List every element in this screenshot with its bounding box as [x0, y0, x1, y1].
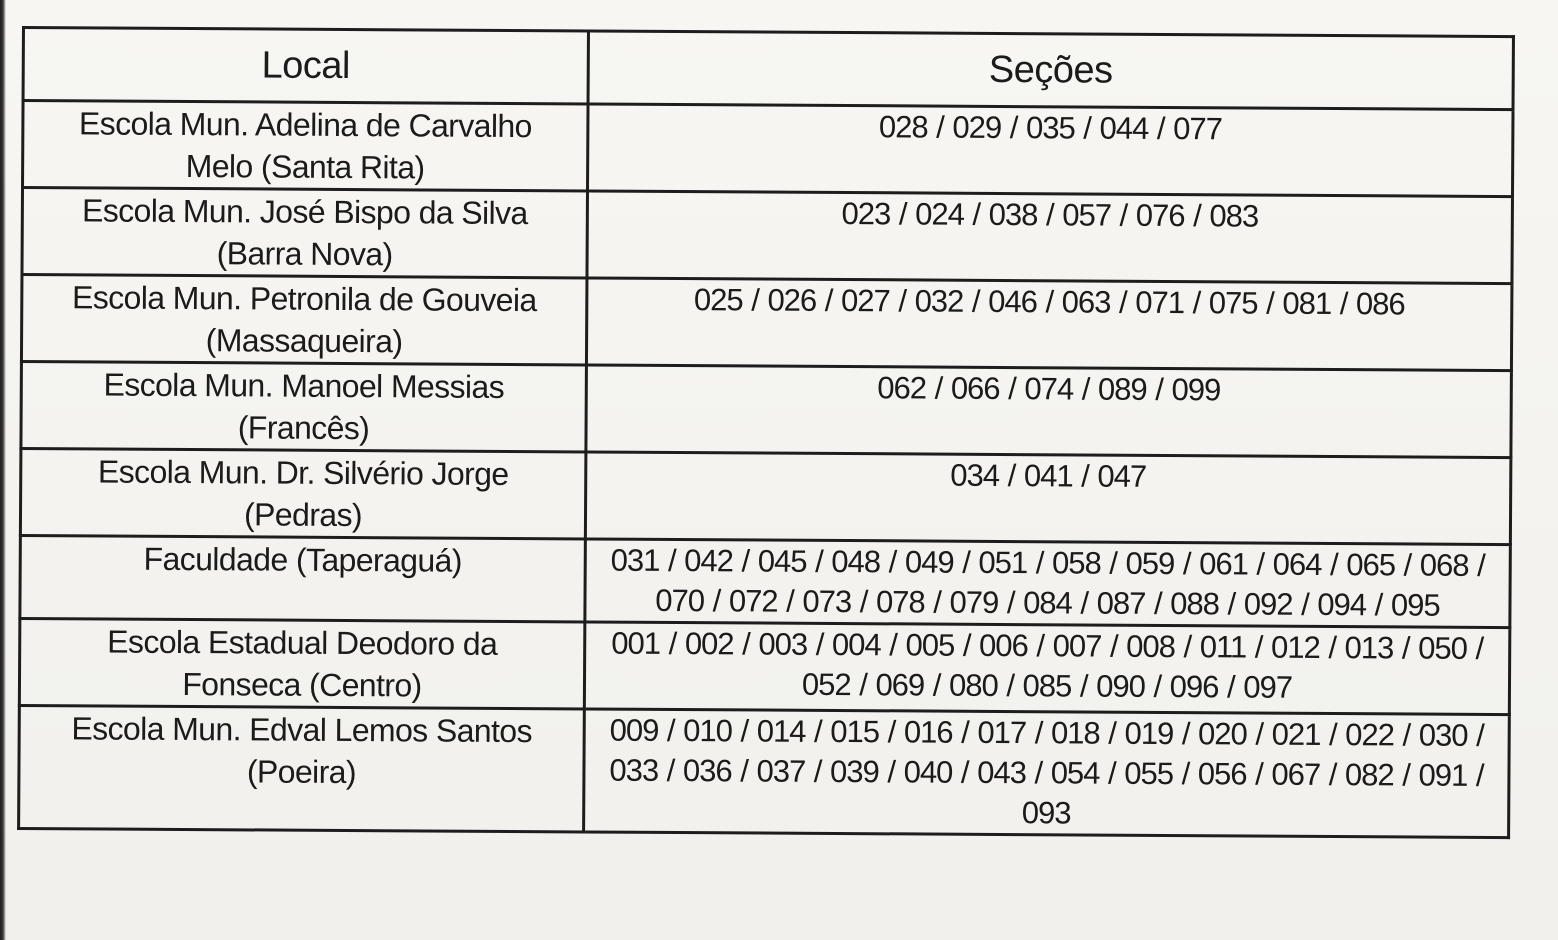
- secoes-cell: 028 / 029 / 035 / 044 / 077: [588, 104, 1514, 197]
- secoes-cell: 023 / 024 / 038 / 057 / 076 / 083: [587, 191, 1513, 284]
- secoes-cell: 034 / 041 / 047: [585, 452, 1511, 545]
- header-local: Local: [23, 28, 588, 104]
- local-name: Escola Mun. Petronila de Gouveia: [71, 279, 537, 319]
- local-name: Escola Estadual Deodoro da: [107, 623, 498, 662]
- local-district: (Pedras): [243, 496, 363, 534]
- table-header-row: [23, 28, 1513, 110]
- local-district: (Francês): [237, 409, 370, 447]
- local-cell: [22, 188, 588, 278]
- local-name: Escola Mun. José Bispo da Silva: [81, 192, 528, 232]
- table-row: [21, 275, 1512, 371]
- local-cell: [19, 618, 585, 708]
- secoes-cell: 062 / 066 / 074 / 089 / 099: [586, 365, 1512, 458]
- local-name: Escola Mun. Edval Lemos Santos: [71, 710, 533, 750]
- local-district: Melo (Santa Rita): [185, 148, 425, 186]
- local-cell: [19, 705, 585, 831]
- page-edge-shadow: [0, 0, 6, 940]
- table-row: [19, 705, 1510, 837]
- table-row: [22, 188, 1513, 284]
- local-name: Escola Mun. Adelina de Carvalho: [78, 105, 532, 145]
- local-district: (Poeira): [246, 753, 357, 791]
- local-district: Fonseca (Centro): [182, 665, 422, 704]
- local-cell: [20, 535, 585, 621]
- secoes-cell: 001 / 002 / 003 / 004 / 005 / 006 / 007 / 008 / 011 / 012 / 013 / 050 / 052 / 069 / 080 / 085 / 090 / 096 / 097: [584, 622, 1510, 715]
- table-row: [20, 449, 1511, 545]
- local-district: (Massaqueira): [205, 322, 403, 360]
- table-row: [21, 362, 1512, 458]
- local-name: Faculdade (Taperaguá): [143, 540, 462, 579]
- table-row: [19, 618, 1510, 714]
- local-cell: [20, 449, 586, 539]
- local-name: Escola Mun. Manoel Messias: [103, 366, 505, 405]
- secoes-cell: 025 / 026 / 027 / 032 / 046 / 063 / 071 / 075 / 081 / 086: [586, 278, 1512, 371]
- secoes-cell: 031 / 042 / 045 / 048 / 049 / 051 / 058 / 059 / 061 / 064 / 065 / 068 / 070 / 072 / 073 / 078 / 079 / 084 / 087 / 088 / 092 / 094 / 095: [585, 539, 1510, 628]
- local-cell: [23, 101, 589, 191]
- local-name: Escola Mun. Dr. Silvério Jorge: [97, 453, 509, 492]
- local-cell: [21, 275, 587, 365]
- header-secoes: Seções: [588, 31, 1513, 110]
- polling-sections-table: [17, 26, 1515, 839]
- table-row: [23, 101, 1514, 197]
- secoes-cell: 009 / 010 / 014 / 015 / 016 / 017 / 018 / 019 / 020 / 021 / 022 / 030 / 033 / 036 / 037 / 039 / 040 / 043 / 054 / 055 / 056 / 067 / 082 / 091 / 093: [584, 709, 1510, 838]
- local-district: (Barra Nova): [216, 235, 393, 273]
- local-cell: [21, 362, 587, 452]
- table-row: [20, 535, 1510, 627]
